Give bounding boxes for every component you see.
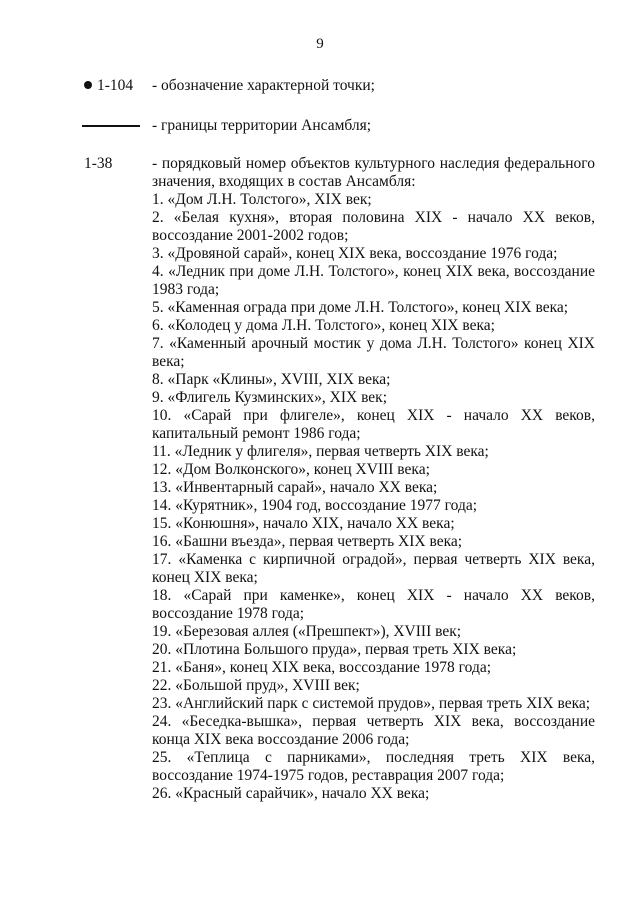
objects-range-key: 1-38 (84, 155, 113, 172)
point-marker-icon (84, 81, 92, 89)
list-item: 5. «Каменная ограда при доме Л.Н. Толстого», конец XIX века; (152, 299, 569, 316)
list-item: 7. «Каменный арочный мостик у дома Л.Н. Толстого» конец XIX века; (152, 335, 595, 370)
list-item: 21. «Баня», конец XIX века, воссоздание 1978 года; (152, 659, 492, 676)
list-item: 16. «Башни въезда», первая четверть XIX века; (152, 533, 463, 550)
list-item: 3. «Дровяной сарай», конец XIX века, воссоздание 1976 года; (152, 245, 558, 262)
list-item: 9. «Флигель Кузминских», XIX век; (152, 389, 388, 406)
list-item: 4. «Ледник при доме Л.Н. Толстого», конец XIX века, воссоздание 1983 года; (152, 263, 595, 298)
list-item: 2. «Белая кухня», вторая половина XIX - начало XX веков, воссоздание 2001-2002 годов; (152, 209, 595, 244)
list-item: 10. «Сарай при флигеле», конец XIX - начало XX веков, капитальный ремонт 1986 года; (152, 407, 595, 442)
list-item: 8. «Парк «Клины», XVIII, XIX века; (152, 371, 391, 388)
list-item: 15. «Конюшня», начало XIX, начало XX века; (152, 515, 455, 532)
list-item: 1. «Дом Л.Н. Толстого», XIX век; (152, 191, 372, 208)
list-item: 18. «Сарай при каменке», конец XIX - начало XX веков, воссоздание 1978 года; (152, 587, 595, 622)
list-item: 24. «Беседка-вышка», первая четверть XIX века, воссоздание конца XIX века воссоздание 2006 года; (152, 713, 595, 748)
list-item: 22. «Большой пруд», XVIII век; (152, 677, 360, 694)
objects-list (152, 155, 595, 803)
legend-point-text: - обозначение характерной точки; (152, 77, 375, 94)
list-item: 12. «Дом Волконского», конец XVIII века; (152, 461, 430, 478)
legend-point-number: 1-104 (97, 77, 134, 94)
list-item: 13. «Инвентарный сарай», начало XX века; (152, 479, 438, 496)
list-item: 25. «Теплица с парниками», последняя треть XIX века, воссоздание 1974-1975 годов, реставрация 2007 года; (152, 749, 595, 784)
list-item: 26. «Красный сарайчик», начало XX века; (152, 785, 430, 802)
list-item: 11. «Ледник у флигеля», первая четверть XIX века; (152, 443, 489, 460)
list-item: 23. «Английский парк с системой прудов», первая треть XIX века; (152, 695, 591, 712)
legend-point-key (84, 76, 133, 95)
boundary-line-icon (82, 125, 140, 127)
page-number: 9 (316, 36, 324, 52)
objects-items (152, 191, 595, 803)
list-item: 17. «Каменка с кирпичной оградой», первая четверть XIX века, конец XIX века; (152, 551, 595, 586)
list-item: 14. «Курятник», 1904 год, воссоздание 1977 года; (152, 497, 478, 514)
list-item: 6. «Колодец у дома Л.Н. Толстого», конец XIX века; (152, 317, 495, 334)
list-item: 19. «Березовая аллея («Прешпект»), XVIII век; (152, 623, 462, 640)
list-item: 20. «Плотина Большого пруда», первая треть XIX века; (152, 641, 517, 658)
objects-intro: - порядковый номер объектов культурного наследия федерального значения, входящих в состав Ансамбля: (152, 155, 595, 190)
legend-boundary-text: - границы территории Ансамбля; (152, 117, 372, 134)
